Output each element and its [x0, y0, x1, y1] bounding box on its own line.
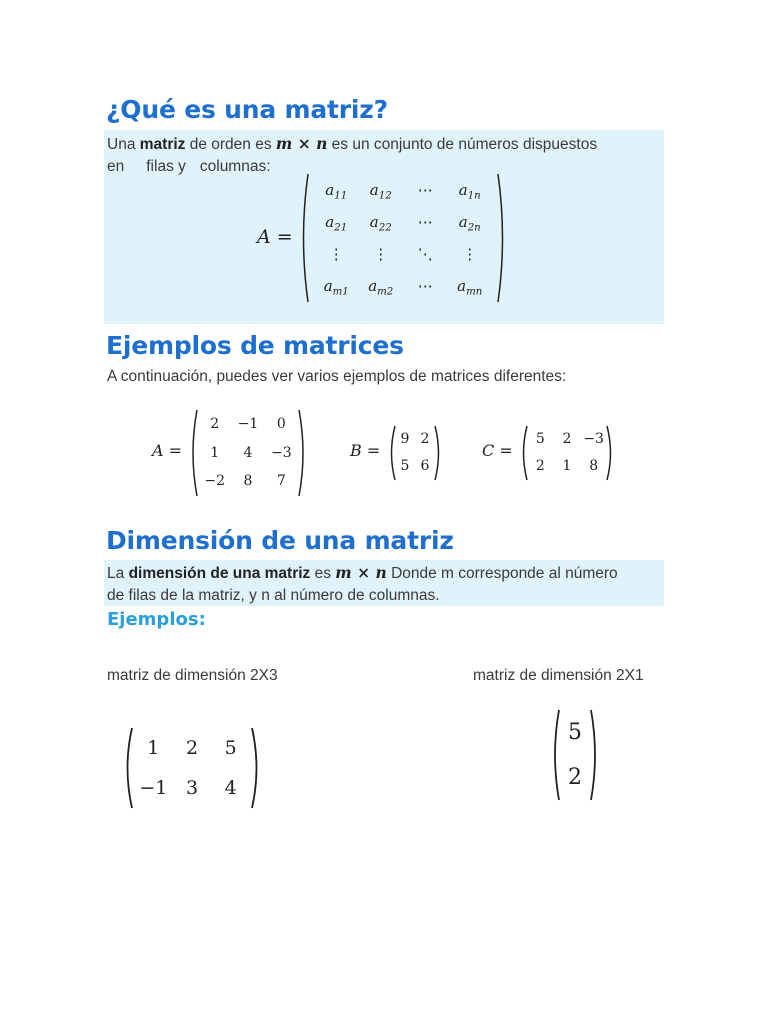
definition-middle: de orden es — [189, 136, 272, 153]
matrix-cell — [403, 238, 448, 270]
matrix-a-label: A = — [152, 441, 183, 460]
matrix-entry-symbol: ⋮ — [328, 245, 344, 263]
definition-bold-term: matriz — [139, 136, 186, 153]
matrix-entry-subscript: 2n — [467, 222, 481, 234]
matrix-cell: 4 — [224, 777, 237, 799]
matrix-cell: 2 — [420, 431, 430, 447]
example-1-caption: matriz de dimensión 2X3 — [107, 667, 278, 684]
matrix-entry-subscript: 21 — [334, 222, 348, 234]
matrix-cell: 5 — [224, 737, 237, 759]
right-parenthesis — [498, 174, 503, 302]
matrix-cell: 9 — [400, 431, 410, 447]
matrix-cell — [448, 174, 493, 206]
matrix-cell: −1 — [237, 416, 259, 432]
matrix-entry-subscript: m1 — [332, 286, 349, 298]
matrix-entry-symbol: a — [325, 181, 335, 199]
matrix-c-label: C = — [482, 441, 513, 460]
definition-math: m × n — [275, 134, 328, 153]
definition-line-2 — [107, 155, 271, 178]
matrix-cell — [448, 238, 493, 270]
matrix-entry-subscript: 1n — [467, 190, 481, 202]
matrix-cell: −3 — [271, 444, 292, 461]
matrix-entry-symbol: ⋯ — [417, 181, 433, 199]
matrix-cell — [314, 270, 359, 302]
general-matrix-label: A = — [257, 226, 293, 248]
matrix-cell: 6 — [420, 458, 430, 474]
matrix-cell — [403, 174, 448, 206]
heading-ejemplos-matrices: Ejemplos de matrices — [106, 331, 404, 360]
dimension-line-1 — [107, 561, 618, 585]
definition-suffix: es un conjunto de números dispuestos — [331, 136, 598, 153]
matrix-entry-symbol: a — [323, 277, 333, 295]
dimension-line-2: de filas de la matriz, y n al número de columnas. — [107, 587, 440, 604]
matrix-cell — [359, 238, 404, 270]
matrix-cell — [314, 174, 359, 206]
matrix-cell: −2 — [204, 473, 225, 490]
matrix-cell — [448, 206, 493, 238]
definition-word-en: en — [107, 158, 125, 175]
matrix-a — [188, 408, 308, 498]
matrix-cell: 2 — [562, 431, 572, 447]
right-parenthesis — [435, 426, 439, 480]
example-2-caption: matriz de dimensión 2X1 — [473, 667, 644, 684]
matrix-cell: 7 — [276, 473, 286, 490]
matrix-entry-symbol: ⋯ — [417, 277, 433, 295]
matrix-cell: 1 — [147, 737, 160, 759]
matrix-cell: 5 — [535, 431, 545, 447]
matrix-entry-symbol: ⋮ — [373, 245, 389, 263]
definition-word-columnas: columnas: — [199, 158, 271, 175]
matrix-cell — [359, 174, 404, 206]
matrix-entry-subscript: mn — [466, 286, 483, 298]
example-2-matrix — [550, 708, 600, 802]
matrix-cell: 8 — [589, 458, 599, 474]
matrix-entry-symbol: ⋱ — [417, 245, 433, 263]
dimension-bold-term: dimensión de una matriz — [128, 565, 311, 582]
matrix-entry-subscript: 11 — [334, 190, 348, 202]
matrix-entry-symbol: a — [369, 213, 379, 231]
matrix-entry-symbol: a — [457, 277, 467, 295]
matrix-entry-symbol: ⋮ — [462, 245, 478, 263]
matrix-cell: 4 — [243, 444, 253, 461]
general-matrix — [298, 172, 508, 304]
matrix-cell: −1 — [139, 777, 168, 799]
matrix-cell — [403, 206, 448, 238]
matrix-entry-symbol: a — [325, 213, 335, 231]
matrix-cell: 2 — [568, 765, 582, 790]
heading-dimension: Dimensión de una matriz — [106, 526, 454, 555]
matrix-entry-subscript: 22 — [378, 222, 392, 234]
right-parenthesis — [607, 426, 611, 480]
matrix-cell — [448, 270, 493, 302]
matrix-cell — [359, 270, 404, 302]
dimension-middle: es — [314, 565, 331, 582]
matrix-entry-symbol: a — [458, 181, 468, 199]
matrix-cell: 1 — [210, 444, 220, 461]
matrix-entry-symbol: a — [368, 277, 378, 295]
example-1-matrix — [122, 726, 262, 810]
definition-word-filas: filas y — [146, 158, 186, 175]
right-parenthesis — [252, 728, 257, 808]
definition-line-1 — [107, 132, 597, 156]
matrix-cell: 2 — [210, 416, 220, 432]
matrix-cell — [314, 238, 359, 270]
matrix-entry-symbol: ⋯ — [417, 213, 433, 231]
ejemplos-intro-text: A continuación, puedes ver varios ejemplos de matrices diferentes: — [107, 368, 567, 385]
matrix-cell: 3 — [185, 777, 199, 799]
matrix-cell: 5 — [568, 720, 582, 745]
left-parenthesis — [128, 728, 133, 808]
matrix-entry-symbol: a — [458, 213, 468, 231]
matrix-cell — [403, 270, 448, 302]
dimension-prefix: La — [107, 565, 125, 582]
definition-prefix: Una — [107, 136, 136, 153]
matrix-entry-symbol: a — [369, 181, 379, 199]
matrix-cell: 2 — [185, 737, 199, 759]
heading-que-es-matriz: ¿Qué es una matriz? — [106, 95, 388, 124]
matrix-c — [519, 424, 615, 482]
matrix-entry-subscript: m2 — [377, 286, 394, 298]
right-parenthesis — [299, 410, 303, 496]
matrix-cell: 2 — [535, 458, 545, 474]
dimension-suffix: Donde m corresponde al número — [391, 565, 618, 582]
left-parenthesis — [193, 410, 197, 496]
matrix-cell: 8 — [243, 473, 253, 490]
matrix-cell: 5 — [400, 458, 410, 474]
matrix-b — [387, 424, 443, 482]
left-parenthesis — [304, 174, 309, 302]
matrix-cell: 0 — [276, 416, 286, 432]
matrix-b-label: B = — [350, 441, 381, 460]
examples-subheading: Ejemplos: — [107, 609, 206, 630]
matrix-cell — [359, 206, 404, 238]
matrix-cell — [314, 206, 359, 238]
matrix-cell: −3 — [583, 431, 604, 447]
matrix-cell: 1 — [562, 458, 572, 474]
matrix-entry-subscript: 12 — [378, 190, 392, 202]
dimension-math: m × n — [335, 563, 387, 582]
